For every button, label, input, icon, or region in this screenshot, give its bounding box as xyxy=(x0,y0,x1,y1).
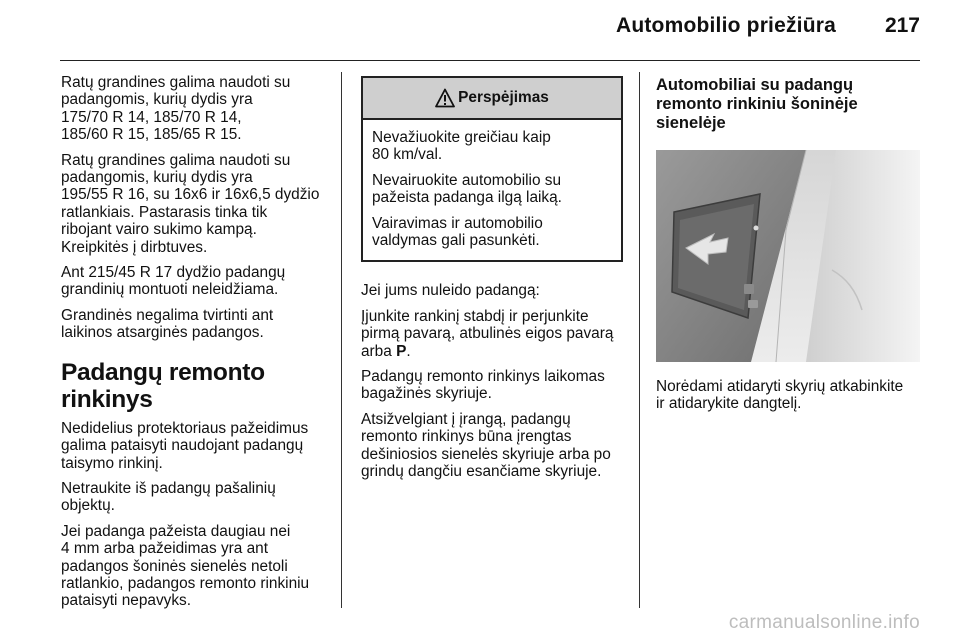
column-middle xyxy=(361,74,623,489)
paragraph: Ant 215/45 R 17 dydžio padangų grandinių montuoti neleidžiama. xyxy=(61,264,286,299)
subsection-heading: Automobiliai su padangų remonto rinkiniu šoninėje sienelėje xyxy=(656,76,858,132)
warning-header xyxy=(363,78,621,120)
paragraph: Grandinės negalima tvirtinti ant laikinos atsarginės padangos. xyxy=(61,306,274,342)
page-title: Automobilio priežiūra xyxy=(615,14,836,37)
warning-text: Nevažiuokite greičiau kaip 80 km/val. xyxy=(372,129,551,164)
column-divider-1 xyxy=(341,72,342,608)
paragraph: Ratų grandines galima naudoti su padangomis, kurių dydis yra 175/70 R 14, 185/70 R 14, 185/60 R 15, 185/65 R 15. xyxy=(61,74,291,144)
paragraph: Padangų remonto rinkinys laikomas bagažinės skyriuje. xyxy=(361,368,605,403)
gear-p-label: P xyxy=(396,342,407,360)
paragraph: Ratų grandines galima naudoti su padangomis, kurių dydis yra 195/55 R 16, su 16x6 ir 16x6,5 dydžio ratlankiais. Pastarasis tinka tik ribojant vairo sukimo kampą. Kreipkitės į dirbtuves. xyxy=(61,151,320,256)
watermark: carmanualsonline.info xyxy=(728,612,920,633)
warning-triangle-icon xyxy=(435,88,455,108)
page-number: 217 xyxy=(884,14,920,37)
warning-text: Nevairuokite automobilio su pažeista padanga ilgą laiką. xyxy=(372,171,562,207)
warning-box xyxy=(361,76,623,262)
header-divider xyxy=(60,60,920,61)
paragraph: Netraukite iš padangų pašalinių objektų. xyxy=(61,479,276,515)
column-right xyxy=(656,74,922,421)
paragraph: Jei jums nuleido padangą: xyxy=(361,282,540,300)
paragraph: Atsižvelgiant į įrangą, padangų remonto rinkinys būna įrengtas dešiniosios sienelės skyriuje arba po grindų dangčiu esančiame skyriuje. xyxy=(361,410,611,481)
paragraph: Nedidelius protektoriaus pažeidimus galima pataisyti naudojant padangų taisymo rinkinį. xyxy=(61,419,309,472)
paragraph-end: . xyxy=(406,342,411,360)
paragraph: Norėdami atidaryti skyrių atkabinkite ir atidarykite dangtelį. xyxy=(656,378,904,413)
column-divider-2 xyxy=(639,72,640,608)
warning-text: Vairavimas ir automobilio valdymas gali pasunkėti. xyxy=(372,214,543,250)
column-left xyxy=(61,74,333,618)
trunk-compartment-photo xyxy=(656,150,920,362)
paragraph: Jei padanga pažeista daugiau nei 4 mm arba pažeidimas yra ant padangos šoninės sienelės netoli ratlankio, padangos remonto rinkiniu pataisyti nepavyks. xyxy=(61,522,310,610)
warning-body xyxy=(363,120,621,260)
paragraph-text: Įjunkite rankinį stabdį ir perjunkite pirmą pavarą, atbulinės eigos pavarą arba xyxy=(361,307,614,360)
warning-title: Perspėjimas xyxy=(458,89,549,107)
paragraph xyxy=(361,308,623,360)
section-heading: Padangų remonto rinkinys xyxy=(61,358,265,413)
